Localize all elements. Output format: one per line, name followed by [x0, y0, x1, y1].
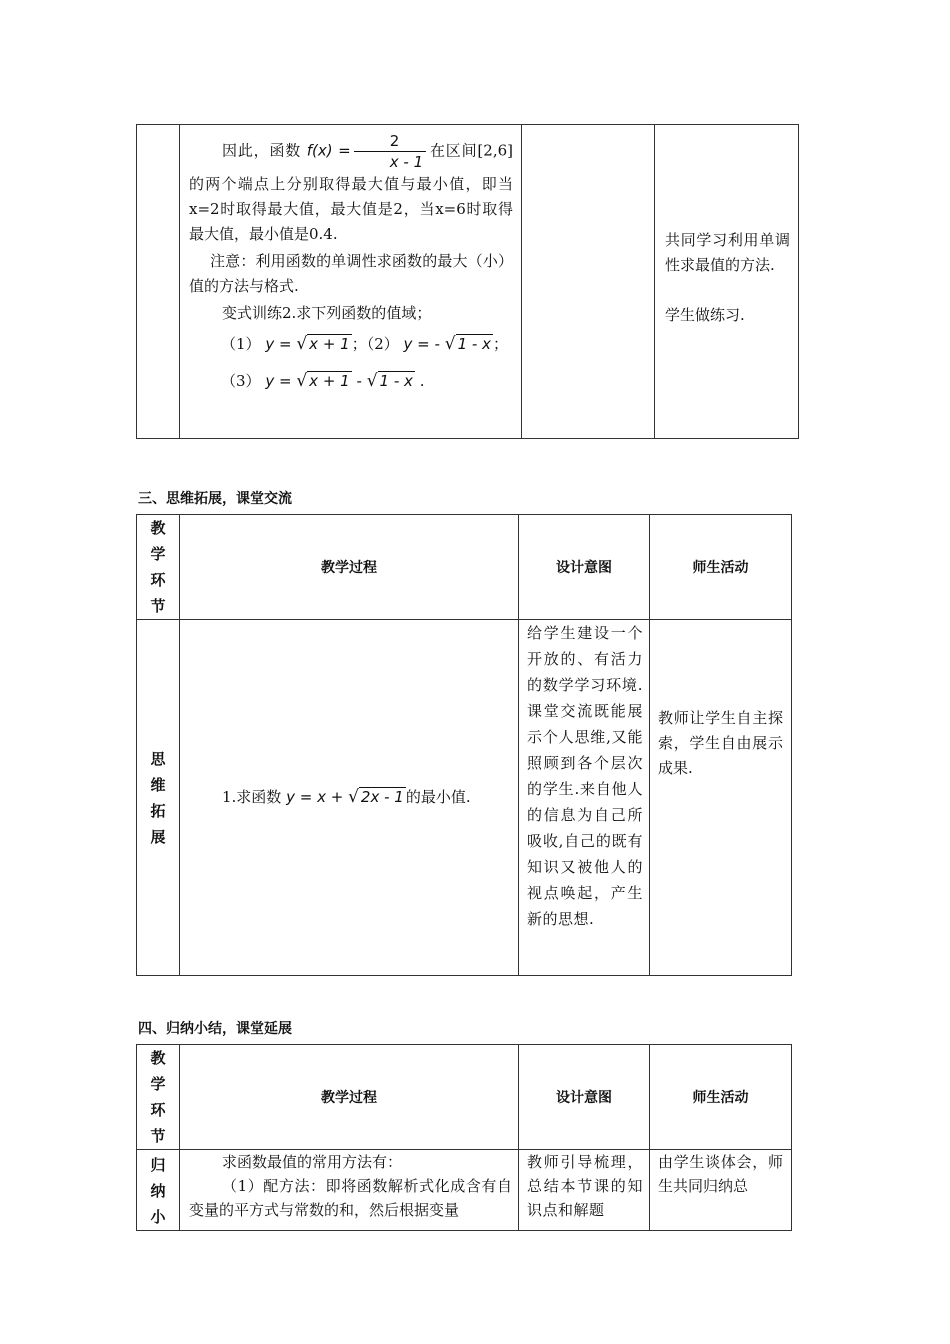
header-stage [137, 1045, 180, 1150]
stage-char: 拓 [150, 801, 166, 820]
stage-char: 小 [150, 1208, 166, 1226]
header-activity: 师生活动 [650, 1045, 792, 1150]
intent-cell [519, 620, 650, 976]
stage-summary [137, 1150, 180, 1231]
intent-cell [522, 125, 655, 439]
intent-text: 教师引导梳理，总结本节课的知识点和解题 [527, 1153, 643, 1219]
header-process: 教学过程 [180, 515, 519, 620]
stage-char: 纳 [150, 1182, 166, 1200]
activity-text-1: 共同学习利用单调性求最值的方法. [665, 231, 790, 274]
exercise-2-radicand: 1 - x [457, 335, 491, 353]
activity-text: 由学生谈体会，师生共同归纳总 [658, 1153, 783, 1195]
exercise-2-sqrt: √ 1 - x [444, 334, 491, 354]
activity-text: 教师让学生自主探索，学生自由展示成果. [658, 709, 783, 777]
header-stage-char: 学 [150, 545, 166, 563]
process-intro: 求函数最值的常用方法有： [222, 1153, 403, 1171]
question-sqrt: √ 2x - 1 [348, 787, 404, 807]
exercise-3-label: （3） [221, 372, 261, 390]
stage-thinking-extension [137, 620, 180, 976]
question-lhs: y = x + [286, 788, 344, 806]
header-intent: 设计意图 [519, 515, 650, 620]
exercise-1-sqrt: √ x + 1 [296, 334, 350, 354]
table-section-3 [136, 514, 792, 976]
note-text: 注意：利用函数的单调性求函数的最大（小）值的方法与格式. [189, 252, 513, 295]
exercise-title [189, 301, 513, 326]
exercise-line-3 [189, 369, 513, 394]
header-stage-char: 教 [150, 519, 166, 537]
process-method-1: （1）配方法：即将函数解析式化成含有自变量的平方式与常数的和，然后根据变量 [189, 1177, 512, 1219]
activity-cell [655, 125, 799, 439]
exercise-3-radicand-b: 1 - x [379, 372, 413, 390]
conclusion-text: 在区间[2,6]的两个端点上分别取得最大值与最小值，即当x=2时取得最大值，最大值是2，当x=6时取得最大值，最小值是0.4. [189, 141, 513, 243]
intent-text: 给学生建设一个开放的、有活力的数学学习环境.课堂交流既能展示个人思维,又能照顾到各个层次的学生.来自他人的信息为自己所吸收,自己的既有知识又被他人的视点唤起，产生新的思想. [527, 624, 643, 928]
stage-char: 展 [150, 827, 166, 846]
exercise-1-lhs: y = [265, 335, 292, 353]
header-stage-char: 节 [150, 597, 166, 615]
exercise-3-sqrt-b: √ 1 - x [366, 371, 413, 391]
process-cell [180, 620, 519, 976]
exercise-3-end: . [419, 372, 425, 390]
exercise-text: 变式训练2.求下列函数的值域； [222, 304, 432, 322]
stage-char: 维 [150, 775, 166, 794]
fraction-numerator: 2 [354, 131, 426, 152]
question-1 [222, 785, 518, 810]
header-process: 教学过程 [180, 1045, 519, 1150]
header-activity: 师生活动 [650, 515, 792, 620]
function-fx: f(x) = [306, 141, 351, 160]
conclusion-lead: 因此，函数 [222, 141, 302, 160]
exercise-3-radicand-a: x + 1 [309, 372, 350, 390]
process-cell [180, 1150, 519, 1231]
header-stage-char: 环 [150, 571, 166, 589]
header-stage-char: 环 [150, 1101, 166, 1119]
stage-cell [137, 125, 180, 439]
intent-cell [519, 1150, 650, 1231]
exercise-3-lhs: y = [265, 372, 292, 390]
header-stage-char: 教 [150, 1049, 166, 1067]
fraction-denominator: x - 1 [389, 153, 424, 171]
header-stage [137, 515, 180, 620]
fraction [354, 131, 426, 172]
header-stage-char: 学 [150, 1075, 166, 1093]
exercise-line-1 [189, 332, 513, 357]
table-continuation [136, 124, 799, 439]
exercise-1-label: （1） [221, 335, 261, 353]
section-4-heading: 四、归纳小结，课堂延展 [138, 1021, 292, 1037]
question-radicand: 2x - 1 [360, 788, 404, 806]
stage-char: 思 [150, 749, 166, 768]
exercise-3-minus: - [356, 372, 362, 390]
header-stage-char: 节 [150, 1127, 166, 1145]
exercise-1-radicand: x + 1 [309, 335, 350, 353]
exercise-2-label: ；（2） [351, 335, 399, 353]
table-section-4 [136, 1044, 792, 1231]
section-3-heading: 三、思维拓展，课堂交流 [138, 491, 292, 507]
note-paragraph [189, 249, 513, 299]
header-intent: 设计意图 [519, 1045, 650, 1150]
exercise-3-sqrt-a: √ x + 1 [296, 371, 350, 391]
question-end: 的最小值. [405, 788, 471, 806]
stage-char: 归 [150, 1156, 166, 1174]
exercise-2-lhs: y = - [403, 335, 440, 353]
activity-cell [650, 620, 792, 976]
exercise-2-end: ； [492, 335, 508, 353]
question-lead: 1.求函数 [222, 788, 282, 806]
activity-text-2: 学生做练习. [665, 306, 745, 324]
process-cell [180, 125, 522, 439]
activity-cell [650, 1150, 792, 1231]
conclusion-paragraph [189, 131, 513, 247]
